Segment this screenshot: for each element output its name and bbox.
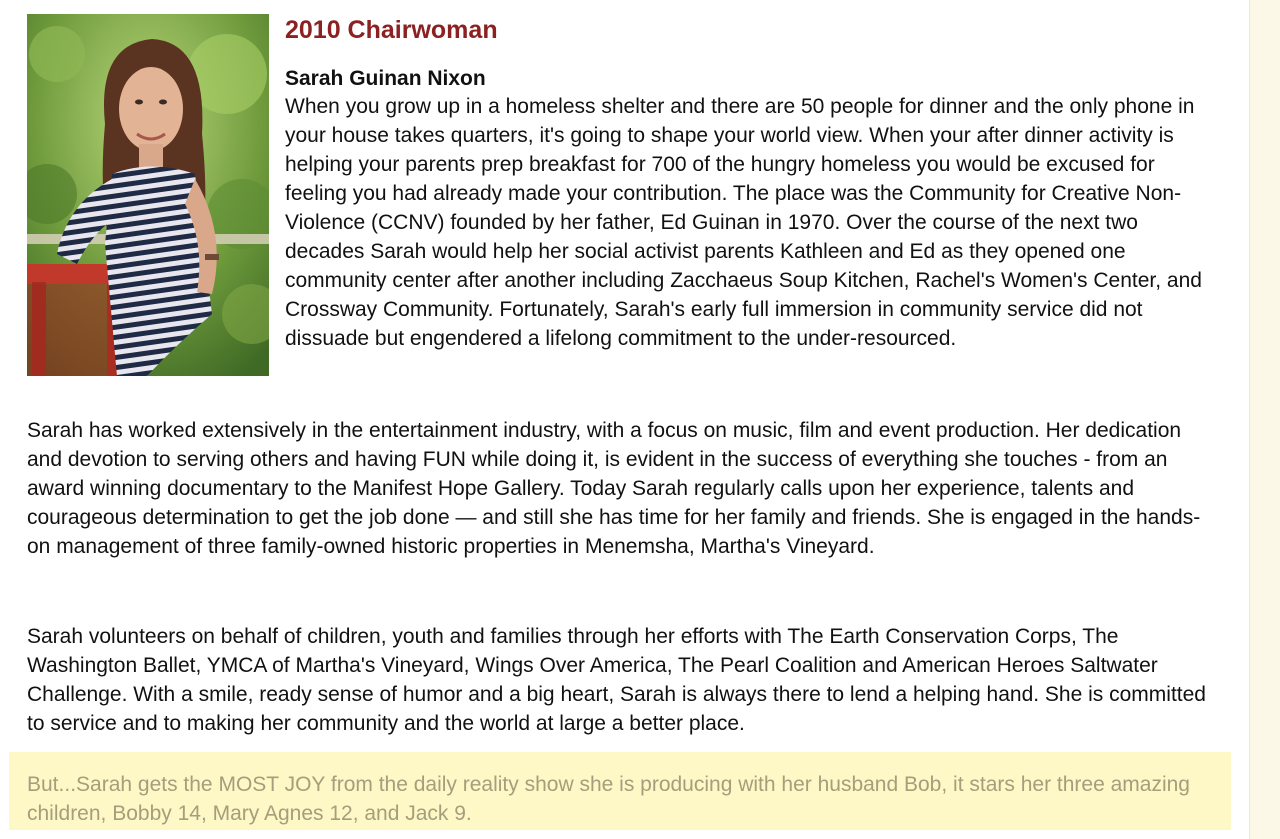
page-side-strip <box>1249 0 1280 839</box>
bio-joy-paragraph: But...Sarah gets the MOST JOY from the daily reality show she is producing with her husband Bob, it stars her three amazing children, Bobby 14, Mary Agnes 12, and Jack 9. <box>27 773 1190 825</box>
profile-photo <box>27 14 269 376</box>
bio-intro-paragraph: When you grow up in a homeless shelter and there are 50 people for dinner and the only phone in your house takes quarters, it's going to shape your world view. When your after dinner activity is helping your parents prep breakfast for 700 of the hungry homeless you would be excused for feeling you had already made your contribution. The place was the Community for Creative Non-Violence (CCNV) founded by her father, Ed Guinan in 1970. Over the course of the next two decades Sarah would help her social activist parents Kathleen and Ed as they opened one community center after another including Zacchaeus Soup Kitchen, Rachel's Women's Center, and Crossway Community. Fortunately, Sarah's early full immersion in community service did not dissuade but engendered a lifelong commitment to the under-resourced. <box>285 95 1202 350</box>
bio-career-paragraph: Sarah has worked extensively in the entertainment industry, with a focus on music, film and event production. Her dedication and devotion to serving others and having FUN while doing it, is evident in the success of everything she touches - from an award winning documentary to the Manifest Hope Gallery. Today Sarah regularly calls upon her experience, talents and courageous determination to get the job done — and still she has time for her family and friends. She is engaged in the hands-on management of three family-owned historic properties in Menemsha, Martha's Vineyard. <box>27 419 1201 558</box>
person-name: Sarah Guinan Nixon <box>285 67 486 90</box>
page-title: 2010 Chairwoman <box>285 16 498 44</box>
joy-highlight-box <box>9 752 1231 830</box>
intro-section <box>285 14 1205 353</box>
bio-volunteer-paragraph: Sarah volunteers on behalf of children, youth and families through her efforts with The Earth Conservation Corps, The Washington Ballet, YMCA of Martha's Vineyard, Wings Over America, The Pearl Coalition and American Heroes Saltwater Challenge. With a smile, ready sense of humor and a big heart, Sarah is always there to lend a helping hand. She is committed to service and to making her community and the world at large a better place. <box>27 625 1206 735</box>
